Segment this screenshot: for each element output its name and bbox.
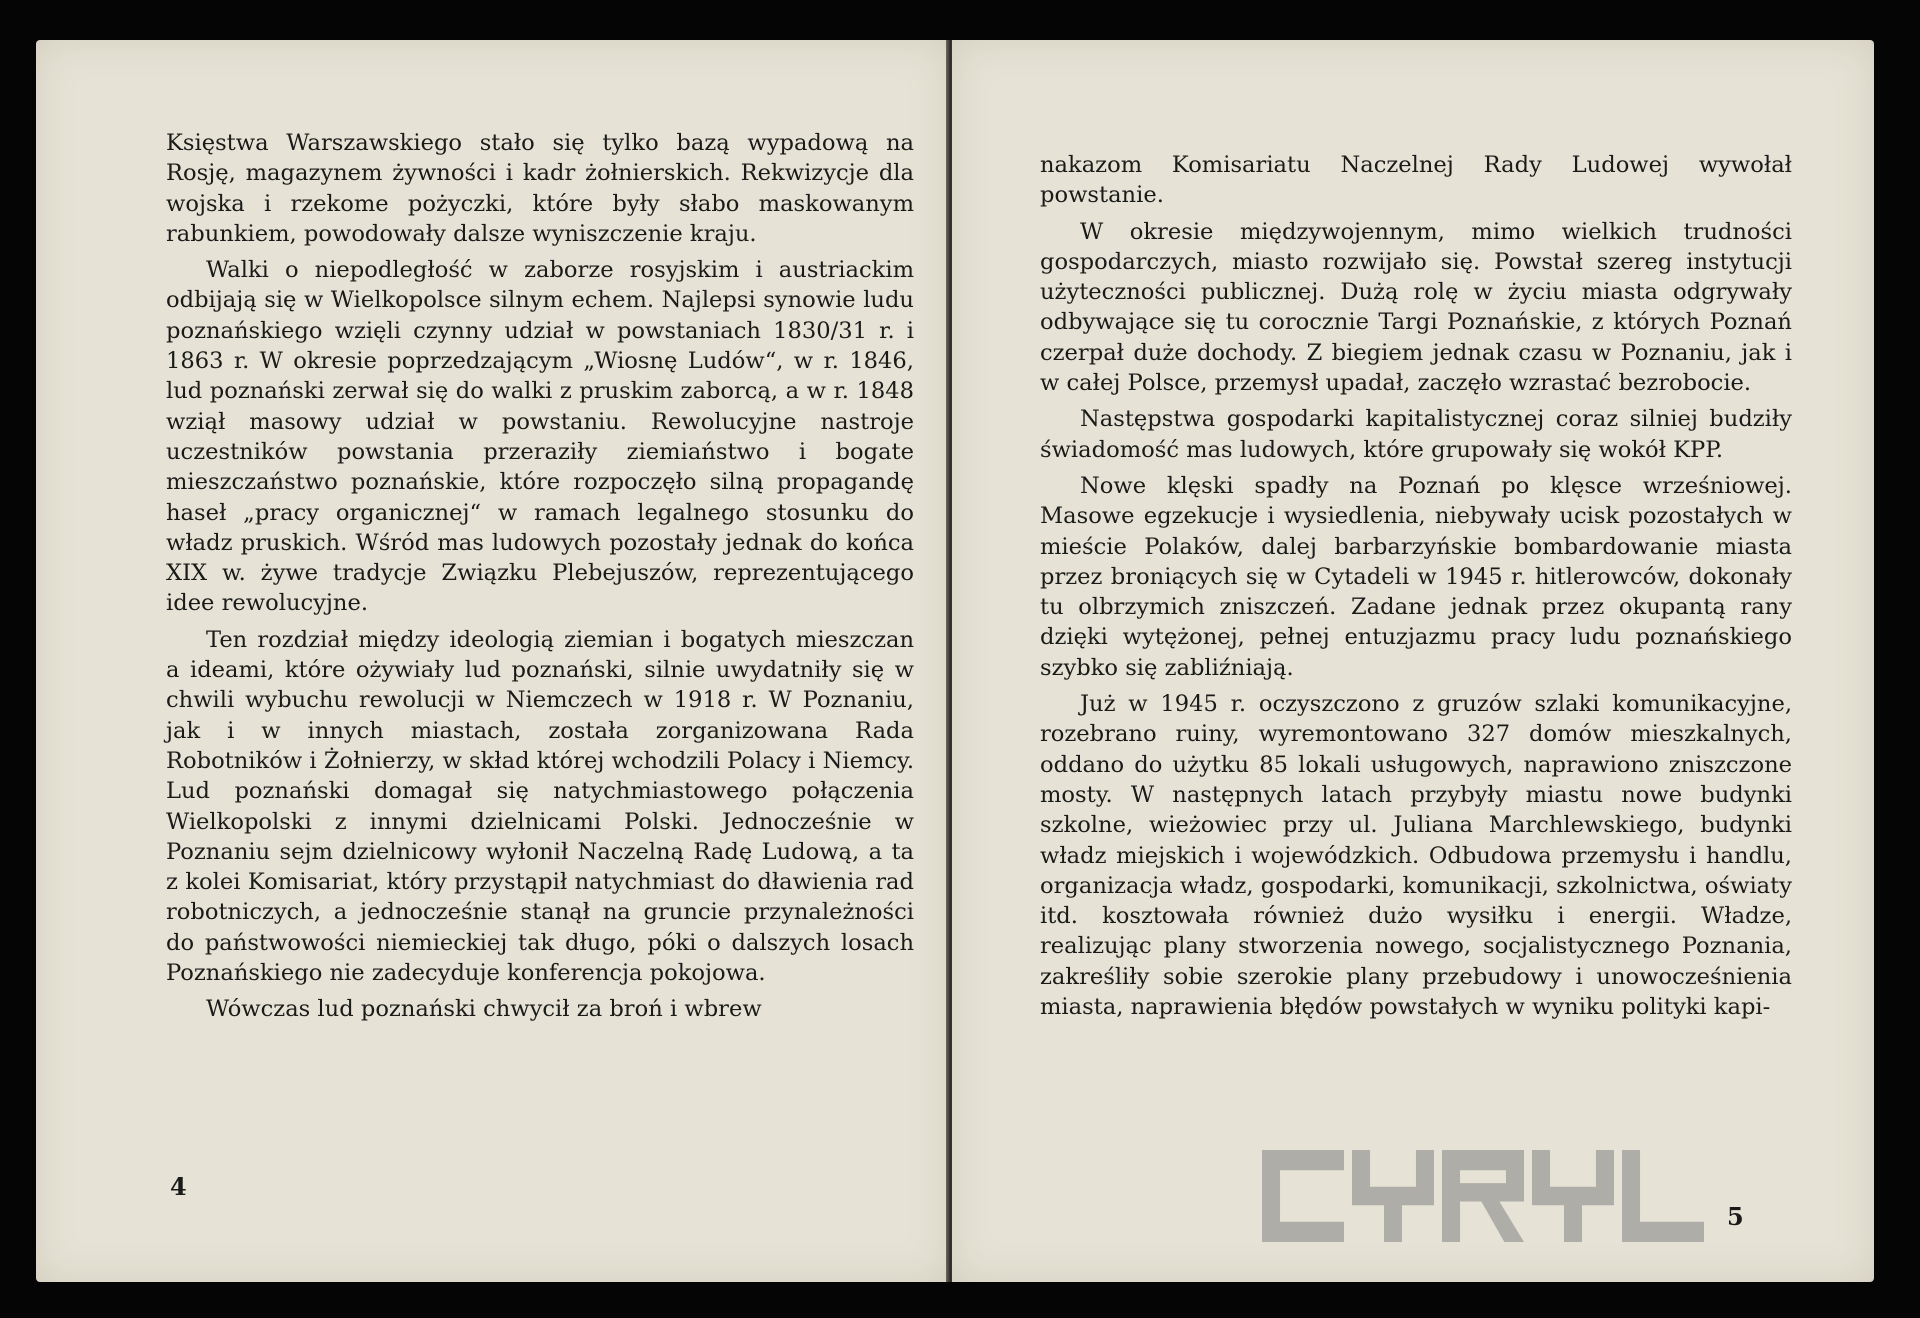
left-page-number: 4 xyxy=(170,1172,187,1201)
left-paragraph-2: Walki o niepodległość w zaborze rosyjskim i austriackim odbijają się w Wielkopolsce silnym echem. Najlepsi synowie ludu poznańskiego wzięli czynny udział w powstaniach 1830/31 r. i 1863 r. W okresie poprzedzającym „Wiosnę Ludów“, w r. 1846, lud poznański zerwał się do walki z pruskim zaborcą, a w r. 1848 wziął masowy udział w powstaniu. Rewolucyjne nastroje uczestników powstania przeraziły ziemiaństwo i bogate mieszczaństwo poznańskie, które rozpoczęło silną propagandę haseł „pracy organicznej“ w ramach legalnego stosunku do władz pruskich. Wśród mas ludowych pozostały jednak do końca XIX w. żywe tradycje Związku Plebejuszów, reprezentującego idee rewolucyjne. xyxy=(166,257,914,617)
left-page-text xyxy=(166,128,914,1031)
watermark-letter-l xyxy=(1622,1150,1704,1242)
right-page xyxy=(952,40,1874,1282)
left-page xyxy=(36,40,948,1282)
right-page-text xyxy=(1040,150,1792,1028)
watermark-letter-y2 xyxy=(1532,1150,1614,1242)
right-paragraph-1: nakazom Komisariatu Naczelnej Rady Ludowej wywołał powstanie. xyxy=(1040,152,1792,209)
left-paragraph-1: Księstwa Warszawskiego stało się tylko bazą wypadową na Rosję, magazynem żywności i kadr żołnierskich. Rekwizycje dla wojska i rzekome pożyczki, które były słabo maskowanym rabunkiem, powodowały dalsze wyniszczenie kraju. xyxy=(166,130,914,247)
right-paragraph-4: Nowe klęski spadły na Poznań po klęsce wrześniowej. Masowe egzekucje i wysiedlenia, niebywały ucisk pozostałych w mieście Polaków, dalej barbarzyńskie bombardowanie miasta przez broniących się w Cytadeli w 1945 r. hitlerowców, dokonały tu olbrzymich zniszczeń. Zadane jednak przez okupantą rany dzięki wytężonej, pełnej entuzjazmu pracy ludu poznańskiego szybko się zabliźniają. xyxy=(1040,472,1792,681)
cyryl-watermark-logo xyxy=(1262,1150,1704,1242)
right-paragraph-3: Następstwa gospodarki kapitalistycznej coraz silniej budziły świadomość mas ludowych, które grupowały się wokół KPP. xyxy=(1040,406,1792,463)
left-paragraph-4: Wówczas lud poznański chwycił za broń i wbrew xyxy=(206,996,762,1023)
right-paragraph-2: W okresie międzywojennym, mimo wielkich trudności gospodarczych, miasto rozwijało się. Powstał szereg instytucji użyteczności publicznej. Dużą rolę w życiu miasta odgrywały odbywające się tu corocznie Targi Poznańskie, z których Poznań czerpał duże dochody. Z biegiem jednak czasu w Poznaniu, jak i w całej Polsce, przemysł upadał, zaczęło wzrastać bezrobocie. xyxy=(1040,218,1792,397)
watermark-letter-r xyxy=(1442,1150,1524,1242)
left-paragraph-3: Ten rozdział między ideologią ziemian i bogatych mieszczan a ideami, które ożywiały lud poznański, silnie uwydatniły się w chwili wybuchu rewolucji w Niemczech w 1918 r. W Poznaniu, jak i w innych miastach, została zorganizowana Rada Robotników i Żołnierzy, w skład której wchodzili Polacy i Niemcy. Lud poznański domagał się natychmiastowego połączenia Wielkopolski z innymi dzielnicami Polski. Jednocześnie w Poznaniu sejm dzielnicowy wyłonił Naczelną Radę Ludową, a ta z kolei Komisariat, który przystąpił natychmiast do dławienia rad robotniczych, a jednocześnie stanął na gruncie przynależności do państwowości niemieckiej tak długo, póki o dalszych losach Poznańskiego nie zadecyduje konferencja pokojowa. xyxy=(166,626,914,987)
watermark-letter-y xyxy=(1352,1150,1434,1242)
watermark-letter-c xyxy=(1262,1150,1344,1242)
right-page-number: 5 xyxy=(1727,1202,1744,1231)
right-paragraph-5: Już w 1945 r. oczyszczono z gruzów szlaki komunikacyjne, rozebrano ruiny, wyremontowano 327 domów mieszkalnych, oddano do użytku 85 lokali usługowych, naprawiono zniszczone mosty. W następnych latach przybyły miastu nowe budynki szkolne, wieżowiec przy ul. Juliana Marchlewskiego, budynki władz miejskich i wojewódzkich. Odbudowa przemysłu i handlu, organizacja władz, gospodarki, komunikacji, szkolnictwa, oświaty itd. kosztowała również dużo wysiłku i energii. Władze, realizując plany stworzenia nowego, socjalistycznego Poznania, zakreśliły sobie szerokie plany przebudowy i unowocześnienia miasta, naprawienia błędów powstałych w wyniku polityki kapi- xyxy=(1040,691,1792,1021)
